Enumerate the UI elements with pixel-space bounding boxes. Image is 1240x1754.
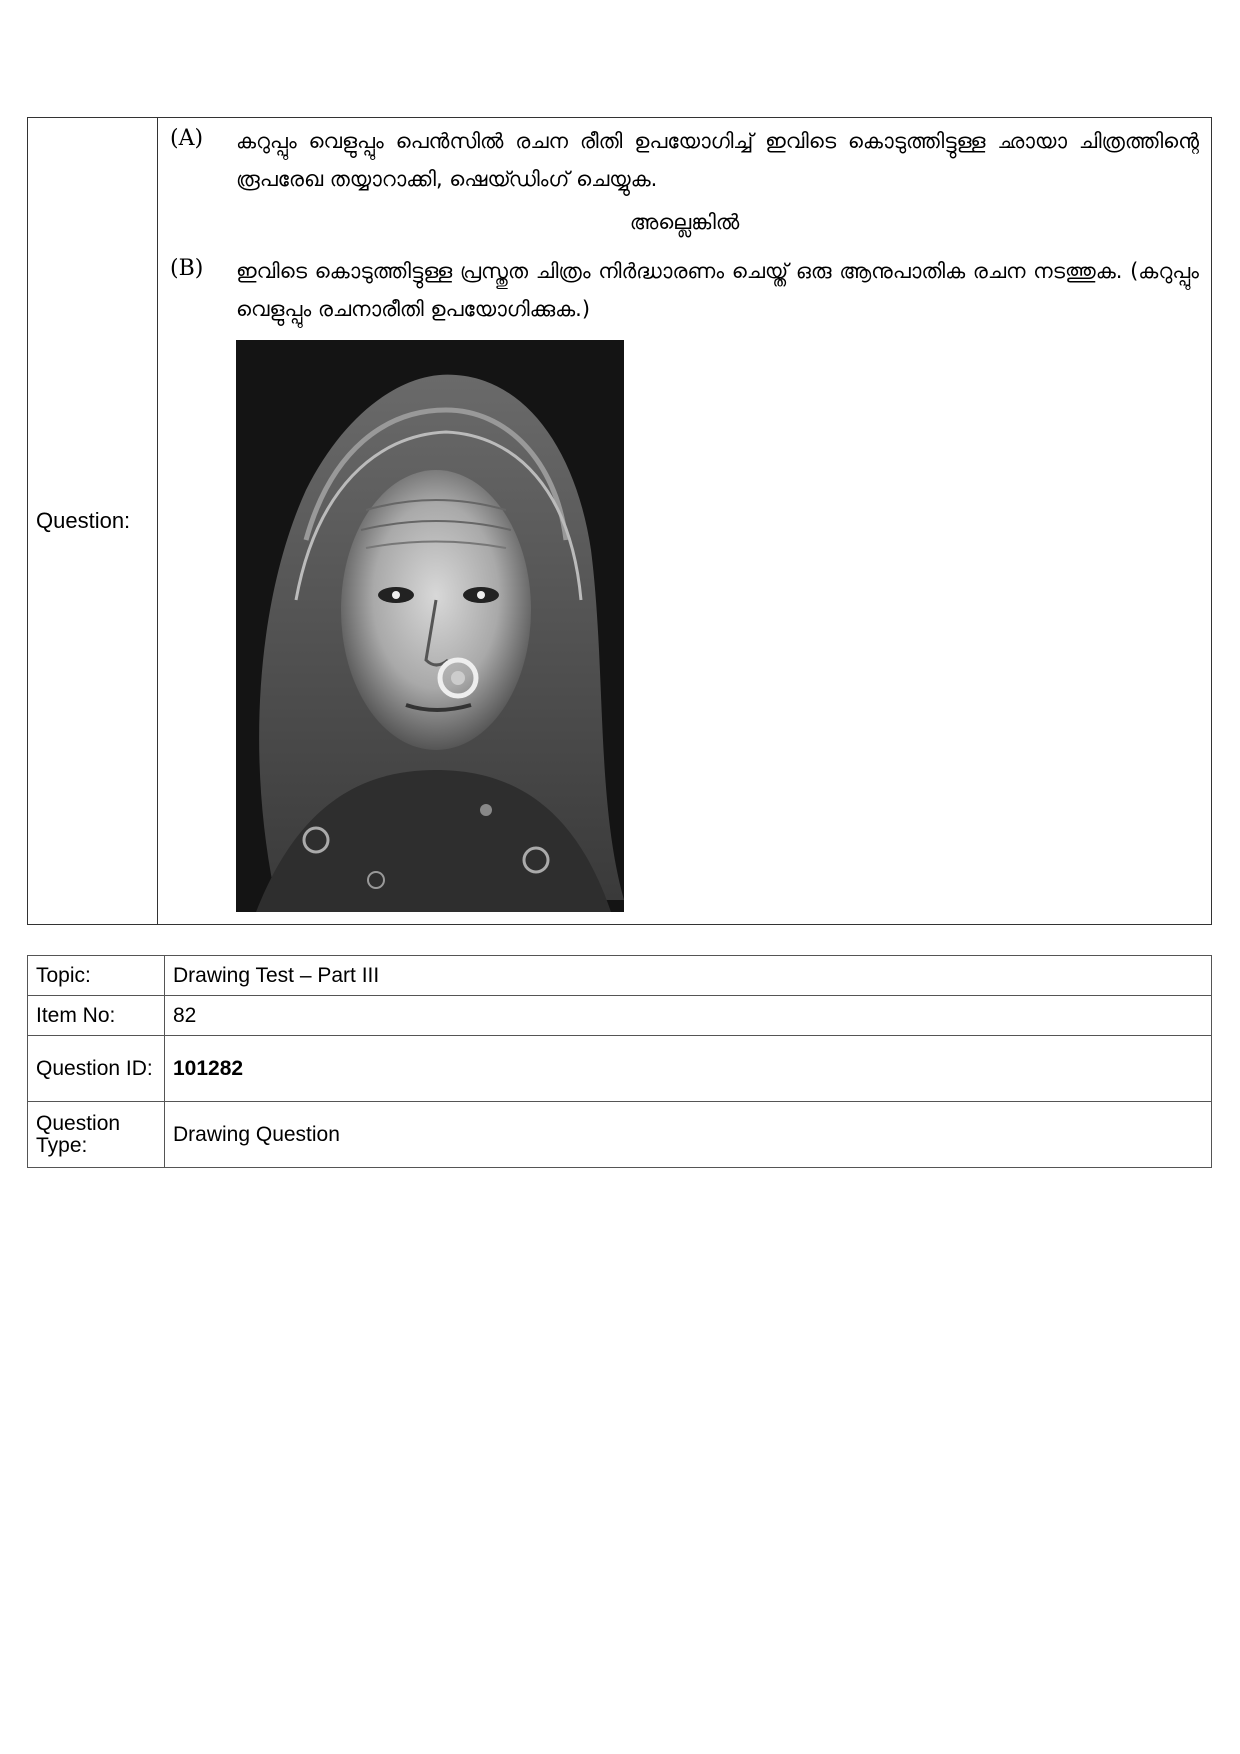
table-row xyxy=(28,996,1212,1036)
item-no-label: Item No: xyxy=(28,996,165,1036)
item-no-value: 82 xyxy=(165,996,1212,1036)
question-id-label: Question ID: xyxy=(28,1036,165,1102)
option-a-text: കറുപ്പും വെളുപ്പും പെൻസിൽ രചന രീതി ഉപയോഗിച്ച് ഇവിടെ കൊടുത്തിട്ടുള്ള ഛായാ ചിത്രത്തിന്റെ രൂപരേഖ തയ്യാറാക്കി, ഷെയ്ഡിംഗ് ചെയ്യുക. xyxy=(236,129,1199,191)
portrait-photo xyxy=(236,340,624,912)
question-label: Question: xyxy=(36,508,131,533)
question-label-cell xyxy=(28,118,158,924)
table-row xyxy=(28,1036,1212,1102)
option-b-text: ഇവിടെ കൊടുത്തിട്ടുള്ള പ്രസ്തുത ചിത്രം നിർദ്ധാരണം ചെയ്ത് ഒരു ആനുപാതിക രചന നടത്തുക. (കറുപ്പും വെളുപ്പും രചനാരീതി ഉപയോഗിക്കുക.) xyxy=(236,259,1199,321)
table-row xyxy=(28,956,1212,996)
question-id-value: 101282 xyxy=(165,1036,1212,1102)
topic-label: Topic: xyxy=(28,956,165,996)
table-row xyxy=(28,1102,1212,1168)
question-table xyxy=(27,117,1212,925)
or-separator: അല്ലെങ്കിൽ xyxy=(629,210,740,234)
info-table xyxy=(27,955,1212,1168)
topic-value: Drawing Test – Part III xyxy=(165,956,1212,996)
question-type-value: Drawing Question xyxy=(165,1102,1212,1168)
question-body-cell xyxy=(158,118,1211,924)
option-a-marker: (A) xyxy=(170,126,204,151)
question-type-label: Question Type: xyxy=(28,1102,165,1168)
option-b-marker: (B) xyxy=(170,256,204,281)
